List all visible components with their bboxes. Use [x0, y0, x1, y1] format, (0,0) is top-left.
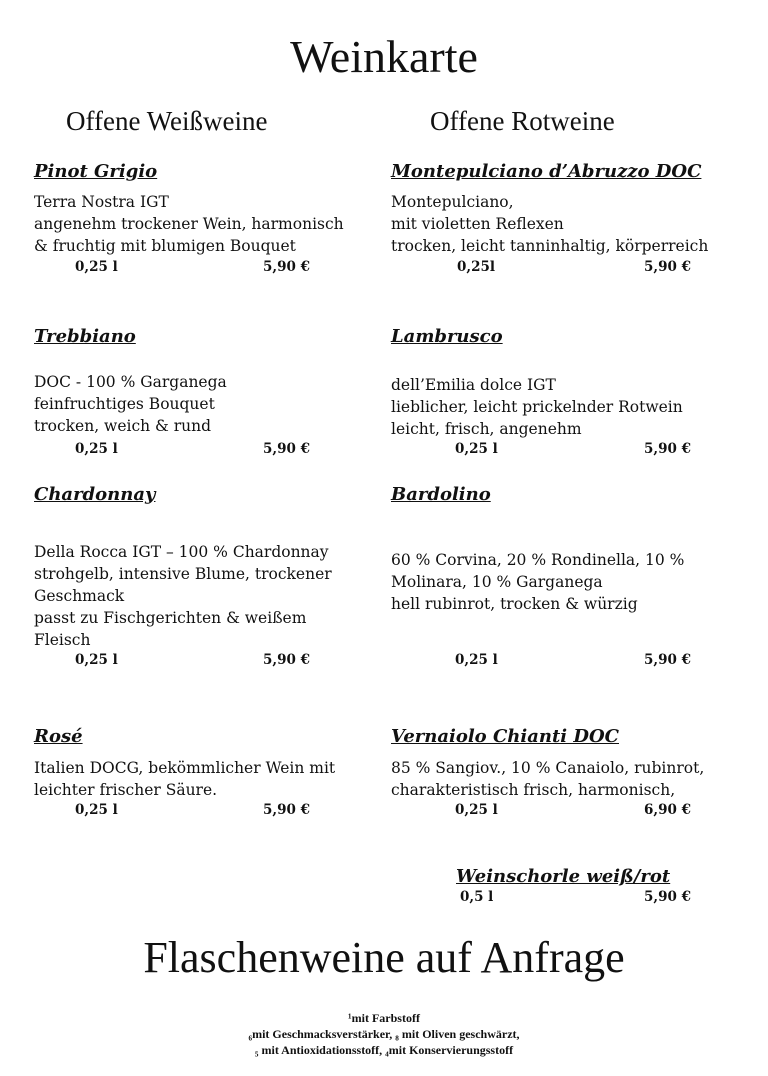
wine-name-trebbiano: Trebbiano [34, 326, 136, 347]
wine-description [391, 549, 684, 615]
note-line: ¹mit Farbstoff [348, 1011, 420, 1025]
description-line: leichter frischer Säure. [34, 781, 218, 799]
price-row [384, 889, 768, 907]
price-row [0, 802, 384, 820]
serving-size: 0,25 l [455, 802, 498, 818]
serving-size: 0,25 l [75, 652, 118, 668]
description-line: Molinara, 10 % Garganega [391, 573, 603, 591]
price: 5,90 € [644, 889, 691, 905]
wine-name-rose: Rosé [34, 726, 83, 747]
description-line: passt zu Fischgerichten & weißem [34, 609, 307, 627]
wine-description [391, 191, 708, 257]
description-line: dell’Emilia dolce IGT [391, 376, 556, 394]
description-line: feinfruchtiges Bouquet [34, 395, 215, 413]
serving-size: 0,25 l [75, 802, 118, 818]
description-line: mit violetten Reflexen [391, 215, 564, 233]
serving-size: 0,25 l [75, 441, 118, 457]
description-line: 85 % Sangiov., 10 % Canaiolo, rubinrot, [391, 759, 705, 777]
description-line: lieblicher, leicht prickelnder Rotwein [391, 398, 683, 416]
description-line: trocken, leicht tanninhaltig, körperreich [391, 237, 709, 255]
description-line: leicht, frisch, angenehm [391, 420, 582, 438]
price-row [0, 441, 384, 459]
description-line: trocken, weich & rund [34, 417, 212, 435]
price-row [384, 259, 768, 277]
red-wines-heading: Offene Rotweine [430, 106, 615, 136]
price-row [0, 652, 384, 670]
wine-name-pinot-grigio: Pinot Grigio [34, 161, 158, 182]
wine-description [34, 757, 335, 801]
price: 5,90 € [263, 441, 310, 457]
wine-description [34, 541, 332, 651]
description-line: strohgelb, intensive Blume, trockener [34, 565, 332, 583]
additive-notes [0, 1010, 768, 1058]
description-line: angenehm trockener Wein, harmonisch [34, 215, 344, 233]
price: 5,90 € [263, 802, 310, 818]
bottle-wines-notice: Flaschenweine auf Anfrage [143, 933, 625, 982]
price-row [0, 259, 384, 277]
note-line: ₅ mit Antioxidationsstoff, ₄mit Konservierungsstoff [254, 1043, 514, 1057]
description-line: charakteristisch frisch, harmonisch, [391, 781, 676, 799]
wine-description [391, 374, 683, 440]
price: 5,90 € [263, 259, 310, 275]
wine-name-chardonnay: Chardonnay [34, 484, 156, 505]
description-line: Fleisch [34, 631, 91, 649]
wine-name-montepulciano: Montepulciano d’Abruzzo DOC [391, 161, 702, 182]
description-line: Della Rocca IGT – 100 % Chardonnay [34, 543, 329, 561]
white-wines-heading: Offene Weißweine [66, 106, 268, 136]
price: 5,90 € [644, 259, 691, 275]
price-row [384, 802, 768, 820]
serving-size: 0,5 l [460, 889, 494, 905]
serving-size: 0,25 l [455, 652, 498, 668]
wine-name-vernaiolo-chianti: Vernaiolo Chianti DOC [391, 726, 619, 747]
description-line: Terra Nostra IGT [34, 193, 169, 211]
description-line: Italien DOCG, bekömmlicher Wein mit [34, 759, 336, 777]
price: 6,90 € [644, 802, 691, 818]
price-row [384, 652, 768, 670]
price: 5,90 € [644, 652, 691, 668]
description-line: & fruchtig mit blumigen Bouquet [34, 237, 296, 255]
description-line: DOC - 100 % Garganega [34, 373, 227, 391]
wine-description [34, 191, 344, 257]
price-row [384, 441, 768, 459]
description-line: 60 % Corvina, 20 % Rondinella, 10 % [391, 551, 685, 569]
price: 5,90 € [644, 441, 691, 457]
description-line: Geschmack [34, 587, 125, 605]
serving-size: 0,25 l [455, 441, 498, 457]
serving-size: 0,25 l [75, 259, 118, 275]
wine-name-lambrusco: Lambrusco [391, 326, 503, 347]
serving-size: 0,25l [457, 259, 496, 275]
description-line: Montepulciano, [391, 193, 514, 211]
wine-name-bardolino: Bardolino [391, 484, 491, 505]
price: 5,90 € [263, 652, 310, 668]
wine-description [391, 757, 704, 801]
wine-name-weinschorle: Weinschorle weiß/rot [456, 866, 671, 887]
page-title: Weinkarte [290, 31, 478, 82]
wine-description [34, 371, 227, 437]
note-line: ₆mit Geschmacksverstärker, ₈ mit Oliven geschwärzt, [248, 1027, 520, 1041]
description-line: hell rubinrot, trocken & würzig [391, 595, 638, 613]
